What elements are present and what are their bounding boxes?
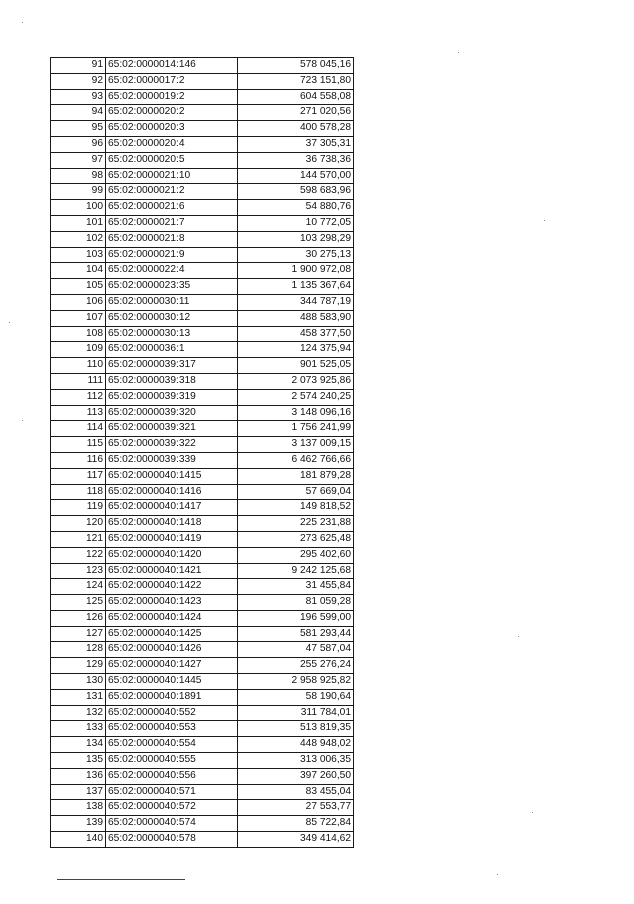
row-number: 117 <box>51 468 106 484</box>
row-number: 137 <box>51 784 106 800</box>
cadastral-value: 1 135 367,64 <box>238 279 354 295</box>
row-number: 134 <box>51 737 106 753</box>
cadastral-number: 65:02:0000030:11 <box>106 294 238 310</box>
cadastral-value: 58 190,64 <box>238 689 354 705</box>
cadastral-value: 255 276,24 <box>238 658 354 674</box>
row-number: 99 <box>51 184 106 200</box>
cadastral-number: 65:02:0000030:12 <box>106 310 238 326</box>
table-row <box>51 247 354 263</box>
row-number: 140 <box>51 832 106 848</box>
cadastral-number: 65:02:0000039:322 <box>106 437 238 453</box>
row-number: 136 <box>51 768 106 784</box>
cadastral-number: 65:02:0000040:554 <box>106 737 238 753</box>
row-number: 98 <box>51 168 106 184</box>
cadastral-value: 313 006,35 <box>238 753 354 769</box>
cadastral-value: 400 578,28 <box>238 121 354 137</box>
table-row <box>51 500 354 516</box>
cadastral-value: 196 599,00 <box>238 610 354 626</box>
cadastral-number: 65:02:0000040:578 <box>106 832 238 848</box>
cadastral-number: 65:02:0000023:35 <box>106 279 238 295</box>
cadastral-value: 83 455,04 <box>238 784 354 800</box>
table-row <box>51 468 354 484</box>
table-row <box>51 768 354 784</box>
row-number: 133 <box>51 721 106 737</box>
row-number: 93 <box>51 89 106 105</box>
cadastral-number: 65:02:0000021:9 <box>106 247 238 263</box>
row-number: 130 <box>51 674 106 690</box>
table-row <box>51 200 354 216</box>
row-number: 100 <box>51 200 106 216</box>
table-row <box>51 563 354 579</box>
row-number: 120 <box>51 516 106 532</box>
row-number: 97 <box>51 152 106 168</box>
cadastral-number: 65:02:0000040:1417 <box>106 500 238 516</box>
table-row <box>51 721 354 737</box>
scan-speck <box>518 636 519 637</box>
table-row <box>51 358 354 374</box>
table-row <box>51 516 354 532</box>
row-number: 95 <box>51 121 106 137</box>
table-row <box>51 452 354 468</box>
row-number: 131 <box>51 689 106 705</box>
table-row <box>51 405 354 421</box>
row-number: 108 <box>51 326 106 342</box>
scan-speck <box>544 220 545 221</box>
cadastral-value: 901 525,05 <box>238 358 354 374</box>
row-number: 111 <box>51 373 106 389</box>
cadastral-value: 85 722,84 <box>238 816 354 832</box>
cadastral-number: 65:02:0000040:1424 <box>106 610 238 626</box>
table-row <box>51 168 354 184</box>
cadastral-number: 65:02:0000021:6 <box>106 200 238 216</box>
cadastral-value: 513 819,35 <box>238 721 354 737</box>
row-number: 118 <box>51 484 106 500</box>
cadastral-value: 488 583,90 <box>238 310 354 326</box>
table-row <box>51 658 354 674</box>
cadastral-number: 65:02:0000039:321 <box>106 421 238 437</box>
cadastral-value: 6 462 766,66 <box>238 452 354 468</box>
table-row <box>51 294 354 310</box>
row-number: 96 <box>51 136 106 152</box>
table-row <box>51 373 354 389</box>
cadastral-number: 65:02:0000040:572 <box>106 800 238 816</box>
row-number: 91 <box>51 58 106 74</box>
table-row <box>51 389 354 405</box>
row-number: 102 <box>51 231 106 247</box>
table-row <box>51 263 354 279</box>
cadastral-number: 65:02:0000040:1427 <box>106 658 238 674</box>
table-row <box>51 73 354 89</box>
row-number: 123 <box>51 563 106 579</box>
cadastral-value: 1 900 972,08 <box>238 263 354 279</box>
table-row <box>51 610 354 626</box>
cadastral-value: 47 587,04 <box>238 642 354 658</box>
cadastral-value: 604 558,08 <box>238 89 354 105</box>
row-number: 113 <box>51 405 106 421</box>
cadastral-value: 1 756 241,99 <box>238 421 354 437</box>
cadastral-number: 65:02:0000040:555 <box>106 753 238 769</box>
cadastral-number: 65:02:0000040:1420 <box>106 547 238 563</box>
cadastral-number: 65:02:0000020:4 <box>106 136 238 152</box>
table-row <box>51 279 354 295</box>
cadastral-value: 57 669,04 <box>238 484 354 500</box>
cadastral-number: 65:02:0000040:1415 <box>106 468 238 484</box>
cadastral-value: 273 625,48 <box>238 531 354 547</box>
table-row <box>51 89 354 105</box>
row-number: 116 <box>51 452 106 468</box>
row-number: 105 <box>51 279 106 295</box>
cadastral-value: 349 414,62 <box>238 832 354 848</box>
cadastral-number: 65:02:0000021:2 <box>106 184 238 200</box>
cadastral-value: 144 570,00 <box>238 168 354 184</box>
cadastral-number: 65:02:0000039:339 <box>106 452 238 468</box>
cadastral-value: 2 958 925,82 <box>238 674 354 690</box>
table-row <box>51 832 354 848</box>
row-number: 129 <box>51 658 106 674</box>
row-number: 115 <box>51 437 106 453</box>
table-row <box>51 595 354 611</box>
cadastral-number: 65:02:0000019:2 <box>106 89 238 105</box>
cadastral-value: 311 784,01 <box>238 705 354 721</box>
row-number: 124 <box>51 579 106 595</box>
cadastral-value: 9 242 125,68 <box>238 563 354 579</box>
table-body <box>51 58 354 848</box>
row-number: 132 <box>51 705 106 721</box>
row-number: 112 <box>51 389 106 405</box>
table-row <box>51 705 354 721</box>
cadastral-number: 65:02:0000020:5 <box>106 152 238 168</box>
table-row <box>51 547 354 563</box>
cadastral-value: 54 880,76 <box>238 200 354 216</box>
row-number: 119 <box>51 500 106 516</box>
scan-speck <box>497 874 498 875</box>
cadastral-number: 65:02:0000039:318 <box>106 373 238 389</box>
cadastral-value: 598 683,96 <box>238 184 354 200</box>
cadastral-number: 65:02:0000021:7 <box>106 215 238 231</box>
cadastral-number: 65:02:0000040:1426 <box>106 642 238 658</box>
cadastral-value: 3 148 096,16 <box>238 405 354 421</box>
cadastral-value: 225 231,88 <box>238 516 354 532</box>
cadastral-value: 103 298,29 <box>238 231 354 247</box>
table-row <box>51 800 354 816</box>
row-number: 101 <box>51 215 106 231</box>
table-row <box>51 121 354 137</box>
cadastral-value: 581 293,44 <box>238 626 354 642</box>
cadastral-value: 578 045,16 <box>238 58 354 74</box>
cadastral-number: 65:02:0000040:552 <box>106 705 238 721</box>
table-row <box>51 326 354 342</box>
cadastral-value: 181 879,28 <box>238 468 354 484</box>
cadastral-number: 65:02:0000021:8 <box>106 231 238 247</box>
cadastral-number: 65:02:0000040:1421 <box>106 563 238 579</box>
row-number: 127 <box>51 626 106 642</box>
cadastral-value: 295 402,60 <box>238 547 354 563</box>
cadastral-value: 81 059,28 <box>238 595 354 611</box>
cadastral-value: 36 738,36 <box>238 152 354 168</box>
cadastral-number: 65:02:0000040:1423 <box>106 595 238 611</box>
table-row <box>51 642 354 658</box>
cadastral-number: 65:02:0000039:320 <box>106 405 238 421</box>
cadastral-number: 65:02:0000040:556 <box>106 768 238 784</box>
row-number: 128 <box>51 642 106 658</box>
cadastral-number: 65:02:0000040:1419 <box>106 531 238 547</box>
cadastral-number: 65:02:0000040:1416 <box>106 484 238 500</box>
cadastral-number: 65:02:0000020:3 <box>106 121 238 137</box>
cadastral-value: 344 787,19 <box>238 294 354 310</box>
row-number: 126 <box>51 610 106 626</box>
row-number: 122 <box>51 547 106 563</box>
row-number: 139 <box>51 816 106 832</box>
cadastral-number: 65:02:0000040:553 <box>106 721 238 737</box>
table-row <box>51 342 354 358</box>
cadastral-value: 37 305,31 <box>238 136 354 152</box>
cadastral-value: 30 275,13 <box>238 247 354 263</box>
cadastral-number: 65:02:0000040:574 <box>106 816 238 832</box>
scan-speck <box>22 22 23 23</box>
row-number: 103 <box>51 247 106 263</box>
cadastral-number: 65:02:0000040:1418 <box>106 516 238 532</box>
row-number: 121 <box>51 531 106 547</box>
cadastral-value: 397 260,50 <box>238 768 354 784</box>
row-number: 94 <box>51 105 106 121</box>
row-number: 125 <box>51 595 106 611</box>
table-row <box>51 310 354 326</box>
row-number: 92 <box>51 73 106 89</box>
table-row <box>51 437 354 453</box>
cadastral-number: 65:02:0000020:2 <box>106 105 238 121</box>
cadastral-value: 27 553,77 <box>238 800 354 816</box>
cadastral-number: 65:02:0000014:146 <box>106 58 238 74</box>
cadastral-number: 65:02:0000022:4 <box>106 263 238 279</box>
scan-speck <box>22 420 23 421</box>
table-row <box>51 152 354 168</box>
table-row <box>51 784 354 800</box>
row-number: 104 <box>51 263 106 279</box>
footnote-separator <box>57 879 185 880</box>
cadastral-number: 65:02:0000040:1425 <box>106 626 238 642</box>
scan-speck <box>458 52 459 53</box>
cadastral-number: 65:02:0000040:1445 <box>106 674 238 690</box>
cadastral-number: 65:02:0000040:1422 <box>106 579 238 595</box>
cadastral-value: 3 137 009,15 <box>238 437 354 453</box>
table-row <box>51 674 354 690</box>
table-row <box>51 58 354 74</box>
row-number: 135 <box>51 753 106 769</box>
row-number: 110 <box>51 358 106 374</box>
cadastral-number: 65:02:0000021:10 <box>106 168 238 184</box>
cadastral-value: 271 020,56 <box>238 105 354 121</box>
row-number: 109 <box>51 342 106 358</box>
cadastral-number: 65:02:0000030:13 <box>106 326 238 342</box>
cadastral-value: 2 073 925,86 <box>238 373 354 389</box>
row-number: 114 <box>51 421 106 437</box>
cadastral-number: 65:02:0000039:317 <box>106 358 238 374</box>
cadastral-number: 65:02:0000040:571 <box>106 784 238 800</box>
cadastral-value: 124 375,94 <box>238 342 354 358</box>
table-row <box>51 231 354 247</box>
table-row <box>51 626 354 642</box>
table-row <box>51 184 354 200</box>
cadastral-number: 65:02:0000039:319 <box>106 389 238 405</box>
cadastral-number: 65:02:0000040:1891 <box>106 689 238 705</box>
row-number: 107 <box>51 310 106 326</box>
cadastral-value: 723 151,80 <box>238 73 354 89</box>
scan-speck <box>9 322 10 323</box>
cadastral-value: 2 574 240,25 <box>238 389 354 405</box>
table-row <box>51 215 354 231</box>
cadastral-number: 65:02:0000036:1 <box>106 342 238 358</box>
row-number: 106 <box>51 294 106 310</box>
table-row <box>51 737 354 753</box>
table-row <box>51 579 354 595</box>
table-row <box>51 136 354 152</box>
table-row <box>51 484 354 500</box>
cadastral-value: 149 818,52 <box>238 500 354 516</box>
scan-speck <box>532 812 533 813</box>
cadastral-value: 458 377,50 <box>238 326 354 342</box>
table-row <box>51 531 354 547</box>
cadastral-value: 31 455,84 <box>238 579 354 595</box>
table-row <box>51 689 354 705</box>
table-row <box>51 105 354 121</box>
table-row <box>51 421 354 437</box>
cadastral-value: 448 948,02 <box>238 737 354 753</box>
cadastral-number: 65:02:0000017:2 <box>106 73 238 89</box>
cadastral-value: 10 772,05 <box>238 215 354 231</box>
row-number: 138 <box>51 800 106 816</box>
cadastral-value-table <box>50 57 354 848</box>
table-row <box>51 753 354 769</box>
table-row <box>51 816 354 832</box>
